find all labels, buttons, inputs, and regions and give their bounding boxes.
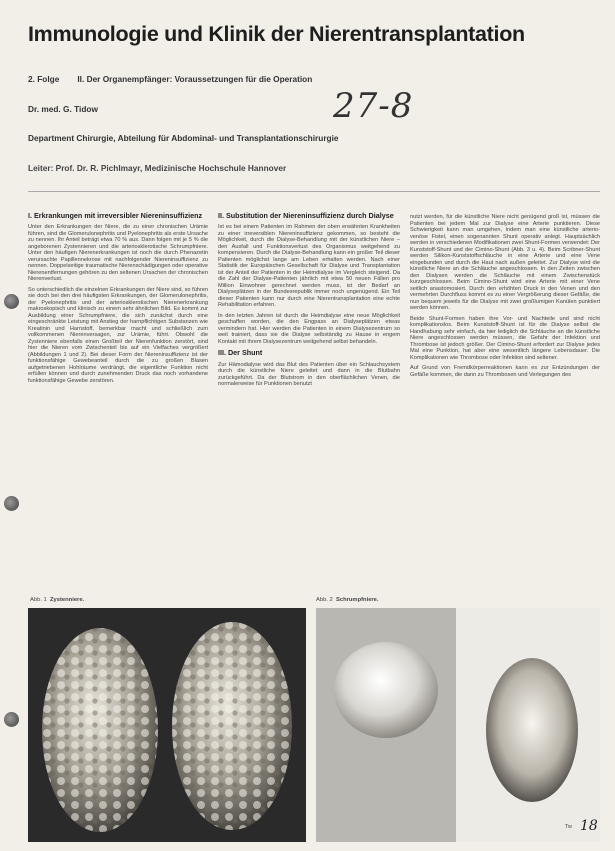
paragraph: Auf Grund von Fremdkörperreaktionen kann es zur Entzündungen der Gefäße kommen, die dann zu Thrombosen und Verlegungen des <box>410 365 600 378</box>
author: Dr. med. G. Tidow <box>28 104 98 114</box>
punch-hole <box>4 712 19 727</box>
figure-caption <box>316 597 379 603</box>
series-line <box>28 74 312 84</box>
paragraph: Beide Shunt-Formen haben ihre Vor- und Nachteile und sind nicht komplikationslos. Beim Kunststoff-Shunt ist für die Dialyse selbst die Handhabung sehr einfach, da hier lediglich die Schläuche an die künstliche Niere angeschlossen werden müssen, die Gefahr der Infektion und Thrombose ist jedoch größer. Der Cimino-Shunt erfordert zur Dialyse jedes Mal eine Punktion, hat aber eine wesentlich längere Lebensdauer. Die Komplikationen wie Thrombose oder Infektion sind seltener. <box>410 315 600 361</box>
kidney-pair-image <box>28 608 306 842</box>
subtitle: II. Der Organempfänger: Voraussetzungen für die Operation <box>77 74 313 84</box>
handwritten-note: 27-8 <box>333 86 414 126</box>
paragraph: Zur Hämodialyse wird das Blut des Patienten über ein Schlauchsystem durch die künstliche Niere geleitet und dann in die Blutbahn zurückgeführt. Da der Blutstrom in den oberflächlichen Venen, die normalerweise für Punktionen benutzt <box>218 361 400 388</box>
page-number: 18 <box>580 818 598 834</box>
figure-label: Abb. 1 <box>30 597 47 603</box>
column-1 <box>28 212 208 594</box>
paragraph: So unterschiedlich die einzelnen Erkrankungen der Niere sind, so führen sie doch bei den drei häufigsten Erkrankungen, der Glomerulonephritis, der Pyelonephritis und der arteriosklerotischen Nierenerkrankung makroskopisch und klinisch zu einem sehr ähnlichen Bild. Es kommt zur Ausbildung einer Schrumpfniere, die sich zunächst durch eine eingeschränkte Leistung mit Anstieg der harnpflichtigen Substanzen wie Kreatinin und Harnstoff, bemerkbar macht und schließlich zum vollkommenen Nierenversagen, zur Urämie, führt. Obwohl die Zystenniere ebenfalls einen Großteil der Nierenfunktion zerstört, sind hier die Nieren vom Zwischenteil bis auf ein Vielfaches vergrößert (Abbildungen 1 und 2). Bei dieser Form der Niereninsuffizienz ist der funktionsfähige Gewebeanteil durch die zu großen Blasen aufgetriebenen Hohlräume verdrängt, die eigentliche Funktion nicht erfüllen können und durch zunehmenden Druck das noch vorhandene funktionsfähige Gewebe zerstören. <box>28 286 208 384</box>
folge-label: 2. Folge <box>28 74 60 84</box>
figure-label: Abb. 2 <box>316 597 333 603</box>
head-of-department: Leiter: Prof. Dr. R. Pichlmayr, Medizinische Hochschule Hannover <box>28 163 287 173</box>
paragraph: Unter den Erkrankungen der Niere, die zu einer chronischen Urämie führen, sind die Glomerulonephritis und Pyelonephritis als erste Ursache zu nennen. Ihr Anteil beträgt etwa 70 % aus. Dann folgen mit je 5 % die angeborenen Zystennieren und die arteriosklerotische Schrumpfniere. Unter den häufigen Nierenerkrankungen ist noch die durch Phenazetin verursachte Papillennekrose mit nachfolgender Niereninsuffizienz zu nennen. Doppelseitige traumatische Nierenschädigungen oder operative Nierenentfernungen gehören zu den seltenen Ursachen der chronischen Nierenverlust. <box>28 224 208 283</box>
figure-caption <box>30 597 84 603</box>
cystic-kidney-photo <box>28 608 306 842</box>
punch-hole <box>4 496 19 511</box>
page-title: Immunologie und Klinik der Nierentransplantation <box>28 22 525 46</box>
shrunken-kidney-photo <box>316 608 600 842</box>
column-2 <box>218 212 400 594</box>
punch-hole <box>4 294 19 309</box>
section-heading: I. Erkrankungen mit irreversibler Niereninsuffizienz <box>28 212 203 220</box>
paragraph: nutzt werden, für die künstliche Niere nicht genügend groß ist, müssen die Patienten bei jedem Mal zur Dialyse eine Arterie punktieren. Diese Schwierigkeit kann man umgehen, indem man eine künstliche arterio-venöse Fistel, einen sogenannten Shunt operativ anlegt. Hauptsächlich werden in verschiedenen Modifikationen zwei Shunt-Formen verwendet: Der Kunststoff-Shunt und der Cimino-Shunt (Abb. 3 u. 4). Beim Scribner-Shunt werden Silikon-Kunststoffschläuche in eine Arterie und eine Vene eingebunden und durch die Haut nach außen geleitet. Zur Dialyse wird die künstliche Niere an die Schläuche angeschlossen. In den Zeiten zwischen den Dialysen werden die Schläuche mit einem Zwischenstück kurzgeschlossen. Beim Cimino-Shunt wird eine Arterie mit einer Vene seitlich anastomosiert. Durch den erhöhten Druck in den Venen und den vermehrten Durchfluss kommt es zu einer Vergrößerung dieser Gefäße, die nun bequem jeweils für die Dialyse mit zwei großlumigen Kanülen punktiert werden können. <box>410 214 600 311</box>
section-heading: II. Substitution der Niereninsuffizienz durch Dialyse <box>218 212 394 220</box>
divider <box>28 191 600 192</box>
kidney-pair-image <box>316 608 600 842</box>
column-3 <box>410 214 600 596</box>
section-heading: III. Der Shunt <box>218 348 263 358</box>
figure-caption-text: Schrumpfniere. <box>336 597 379 603</box>
figure-caption-text: Zystenniere. <box>50 597 85 603</box>
paragraph: Ist es bei einem Patienten im Rahmen der oben erwähnten Krankheiten zu einer irreversiblen Niereninsuffizienz gekommen, so besteht die Möglichkeit, durch die Dialyse-Behandlung mit der künstlichen Niere – den Ausfall und Funktionsverlust des Organismus weitgehend zu kompensieren. Durch die Dialyse-Behandlung kann ein großer Teil dieser Patienten möglichst lange am Leben erhalten werden. Nach einer Statistik der Europäischen Gesellschaft für Dialyse und Transplantation ist der Anteil der Patienten in der Heimdialyse im Vergleich steigend. Da die Zahl der Dialyse-Patienten jährlich mit etwa 50 neuen Fällen pro Million Einwohner gerechnet werden muss, ist der Bedarf an Dialyseplätzen in der Bundesrepublik immer noch ungenügend. Ein Teil dieser Patienten kann nur durch eine Nierentransplantation eine echte Rehabilitation erfahren. <box>218 224 400 309</box>
page-marker: Tw <box>565 824 573 830</box>
department: Department Chirurgie, Abteilung für Abdominal- und Transplantationschirurgie <box>28 133 339 143</box>
paragraph: In den letzten Jahren ist durch die Heimdialyse eine neue Möglichkeit geschaffen worden, die den Engpass an Dialyseplätzen etwas vermindern hat. Hier werden die Patienten in einem Dialysezentrum so weit trainiert, dass sie die Dialyse selbständig zu Hause in engem Kontakt mit ihrem Dialysezentrum weitgehend selbst behandeln. <box>218 312 400 345</box>
